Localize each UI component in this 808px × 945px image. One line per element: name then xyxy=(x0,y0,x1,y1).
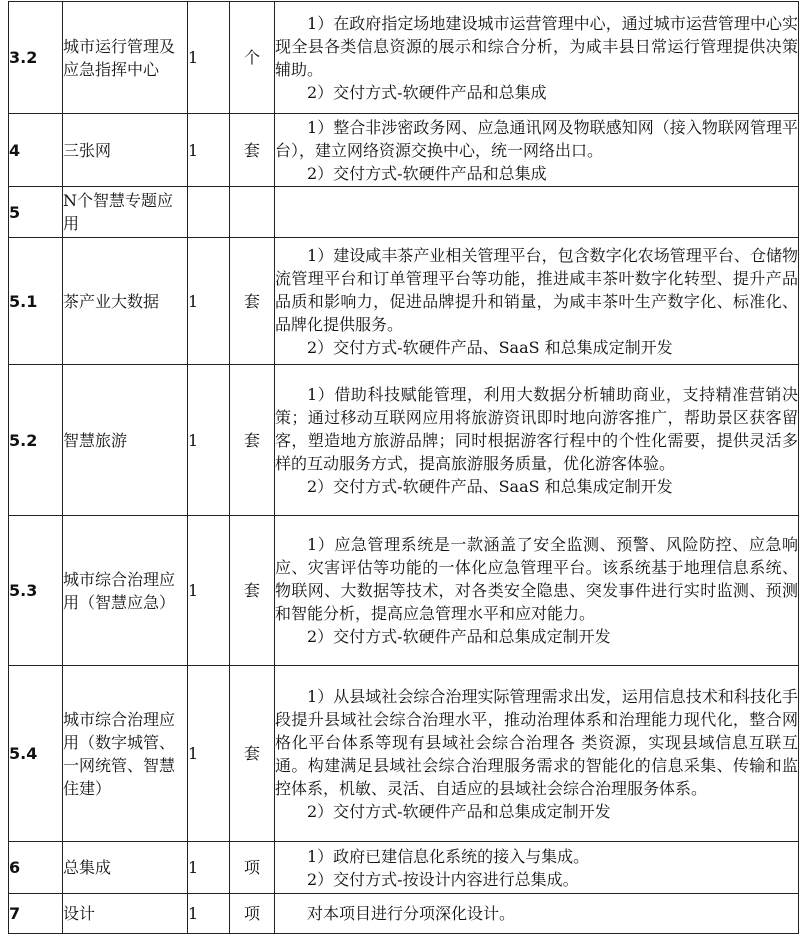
item-number: 5.3 xyxy=(9,516,63,666)
description-point-1: 1）应急管理系统是一款涵盖了安全监测、预警、风险防控、应急响应、灾害评估等功能的一体化应急管理平台。该系统基于地理信息系统、物联网、大数据等技术，对各类安全隐患、突发事件进行实时监测、预测和智能分析，提高应急管理水平和应对能力。 xyxy=(275,535,798,623)
description-point-2: 2）交付方式-软硬件产品和总集成定制开发 xyxy=(307,801,611,821)
item-quantity: 1 xyxy=(188,516,230,666)
table-row xyxy=(9,842,799,894)
item-unit xyxy=(230,187,275,238)
item-description xyxy=(275,238,799,365)
item-name: 城市综合治理应用（数字城管、一网统管、智慧住建） xyxy=(63,666,188,842)
item-name: 城市运行管理及应急指挥中心 xyxy=(63,2,188,114)
description-point-1: 1）政府已建信息化系统的接入与集成。 xyxy=(307,846,590,866)
table-row xyxy=(9,516,799,666)
item-name: 茶产业大数据 xyxy=(63,238,188,365)
item-quantity: 1 xyxy=(188,894,230,934)
item-unit: 个 xyxy=(230,2,275,114)
item-quantity: 1 xyxy=(188,114,230,187)
item-description xyxy=(275,187,799,238)
item-name: 三张网 xyxy=(63,114,188,187)
table-row xyxy=(9,2,799,114)
description-point-1: 1）借助科技赋能管理，利用大数据分析辅助商业，支持精准营销决策；通过移动互联网应用将旅游资讯即时地向游客推广，帮助景区获客留客，塑造地方旅游品牌；同时根据游客行程中的个性化需要，提供灵活多样的互动服务方式，提高旅游服务质量，优化游客体验。 xyxy=(275,384,798,473)
item-description xyxy=(275,2,799,114)
item-number: 5.4 xyxy=(9,666,63,842)
item-unit: 项 xyxy=(230,894,275,934)
item-unit: 套 xyxy=(230,114,275,187)
item-number: 4 xyxy=(9,114,63,187)
item-unit: 套 xyxy=(230,666,275,842)
item-unit: 项 xyxy=(230,842,275,894)
description-point-2: 2）交付方式-软硬件产品、SaaS 和总集成定制开发 xyxy=(307,476,673,496)
item-unit: 套 xyxy=(230,516,275,666)
item-description xyxy=(275,365,799,516)
table-row xyxy=(9,894,799,934)
item-description xyxy=(275,894,799,934)
item-unit: 套 xyxy=(230,238,275,365)
item-quantity: 1 xyxy=(188,666,230,842)
item-number: 5 xyxy=(9,187,63,238)
item-number: 5.1 xyxy=(9,238,63,365)
description-point-2: 2）交付方式-软硬件产品和总集成定制开发 xyxy=(307,627,611,646)
description-point-1: 1）在政府指定场地建设城市运营管理中心，通过城市运营管理中心实现全县各类信息资源的展示和综合分析，为咸丰县日常运行管理提供决策辅助。 xyxy=(275,13,798,79)
item-number: 6 xyxy=(9,842,63,894)
item-number: 7 xyxy=(9,894,63,934)
item-description xyxy=(275,666,799,842)
item-quantity: 1 xyxy=(188,238,230,365)
item-description xyxy=(275,114,799,187)
item-name: 智慧旅游 xyxy=(63,365,188,516)
table-row xyxy=(9,365,799,516)
item-unit: 套 xyxy=(230,365,275,516)
item-description xyxy=(275,516,799,666)
description-point-2: 2）交付方式-软硬件产品、SaaS 和总集成定制开发 xyxy=(307,337,673,357)
table-row xyxy=(9,187,799,238)
description-point-1: 1）建设咸丰茶产业相关管理平台，包含数字化农场管理平台、仓储物流管理平台和订单管理平台等功能，推进咸丰茶叶数字化转型、提升产品品质和影响力，促进品牌提升和销量，为咸丰茶叶生产数字化、标准化、品牌化提供服务。 xyxy=(275,245,798,334)
item-number: 3.2 xyxy=(9,2,63,114)
item-description xyxy=(275,842,799,894)
description-point-1: 1）整合非涉密政务网、应急通讯网及物联感知网（接入物联网管理平台），建立网络资源交换中心，统一网络出口。 xyxy=(275,117,798,160)
item-quantity: 1 xyxy=(188,842,230,894)
description-point-1: 对本项目进行分项深化设计。 xyxy=(307,904,516,923)
item-name: 设计 xyxy=(63,894,188,934)
item-number: 5.2 xyxy=(9,365,63,516)
description-point-1: 1）从县域社会综合治理实际管理需求出发，运用信息技术和科技化手段提升县域社会综合治理水平，推动治理体系和治理能力现代化，整合网格化平台体系等现有县域社会综合治理各 类资源，实现县域信息互联互通。构建满足县域社会综合治理服务需求的智能化的信息采集、传输和监控体系，机敏、灵活、自适应的县域社会综合治理服务体系。 xyxy=(275,686,798,798)
table-row xyxy=(9,114,799,187)
item-quantity xyxy=(188,187,230,238)
item-name: 总集成 xyxy=(63,842,188,894)
table-row xyxy=(9,666,799,842)
item-quantity: 1 xyxy=(188,2,230,114)
table-row xyxy=(9,238,799,365)
item-quantity: 1 xyxy=(188,365,230,516)
description-point-2: 2）交付方式-软硬件产品和总集成 xyxy=(307,163,547,183)
description-point-2: 2）交付方式-按设计内容进行总集成。 xyxy=(307,869,579,889)
item-name: N个智慧专题应用 xyxy=(63,187,188,238)
description-point-2: 2）交付方式-软硬件产品和总集成 xyxy=(307,82,547,102)
item-name: 城市综合治理应用（智慧应急） xyxy=(63,516,188,666)
spec-table xyxy=(8,1,799,934)
